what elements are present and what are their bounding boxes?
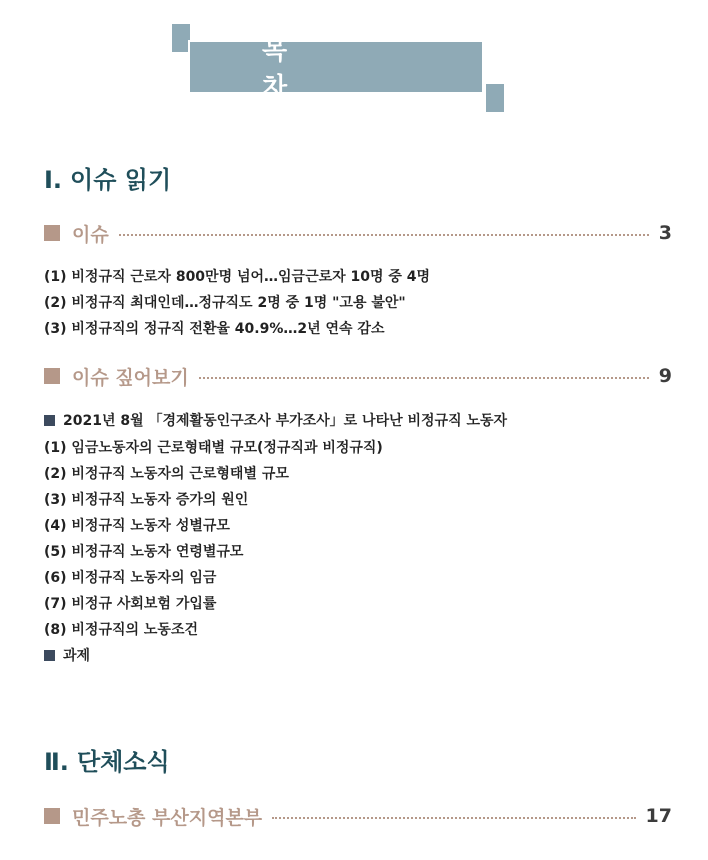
banner-corner-bottom-right <box>486 84 504 112</box>
toc-section-issue[interactable] <box>44 219 672 247</box>
dot-leader <box>199 377 649 379</box>
toc-item[interactable]: (7) 비정규 사회보험 가입률 <box>44 596 217 612</box>
chapter-2-number: Ⅱ. <box>44 748 69 776</box>
toc-item-square[interactable] <box>44 645 90 665</box>
section-bullet-icon <box>44 368 60 384</box>
toc-title-banner <box>172 24 504 112</box>
section-label: 민주노총 부산지역본부 <box>72 806 263 829</box>
toc-item[interactable]: (2) 비정규직 최대인데…정규직도 2명 중 1명 "고용 불안" <box>44 295 406 311</box>
toc-item-text: 2021년 8월 「경제활동인구조사 부가조사」로 나타난 비정규직 노동자 <box>63 413 508 429</box>
toc-section-kctu-busan[interactable] <box>44 802 672 830</box>
toc-item[interactable]: (3) 비정규직의 정규직 전환율 40.9%…2년 연속 감소 <box>44 321 385 337</box>
section-label: 이슈 <box>72 223 109 246</box>
chapter-2-heading <box>44 742 170 777</box>
dot-leader <box>272 817 635 819</box>
toc-item[interactable]: (8) 비정규직의 노동조건 <box>44 622 199 638</box>
toc-item[interactable]: (3) 비정규직 노동자 증가의 원인 <box>44 492 249 508</box>
chapter-1-title: 이슈 읽기 <box>70 166 172 194</box>
toc-item[interactable]: (2) 비정규직 노동자의 근로형태별 규모 <box>44 466 289 482</box>
toc-item[interactable]: (6) 비정규직 노동자의 임금 <box>44 570 217 586</box>
toc-item-text: 과제 <box>63 648 91 664</box>
section-bullet-icon <box>44 808 60 824</box>
toc-item[interactable]: (1) 임금노동자의 근로형태별 규모(정규직과 비정규직) <box>44 440 383 456</box>
chapter-2-title: 단체소식 <box>76 748 170 776</box>
toc-item-square[interactable] <box>44 410 507 430</box>
chapter-1-number: Ⅰ. <box>44 166 63 194</box>
dot-leader <box>119 234 649 236</box>
section-label: 이슈 짚어보기 <box>72 366 189 389</box>
section-bullet-icon <box>44 225 60 241</box>
chapter-1-heading <box>44 160 171 195</box>
section-page-number: 3 <box>658 222 672 244</box>
toc-section-issue-review[interactable] <box>44 362 672 390</box>
toc-item[interactable]: (1) 비정규직 근로자 800만명 넘어…임금근로자 10명 중 4명 <box>44 269 431 285</box>
square-bullet-icon <box>44 415 55 426</box>
section-page-number: 9 <box>658 365 672 387</box>
banner-box <box>188 36 484 103</box>
section-page-number: 17 <box>645 805 672 827</box>
toc-title: 목 차 <box>262 36 360 103</box>
toc-item[interactable]: (4) 비정규직 노동자 성별규모 <box>44 518 230 534</box>
square-bullet-icon <box>44 650 55 661</box>
toc-item[interactable]: (5) 비정규직 노동자 연령별규모 <box>44 544 244 560</box>
